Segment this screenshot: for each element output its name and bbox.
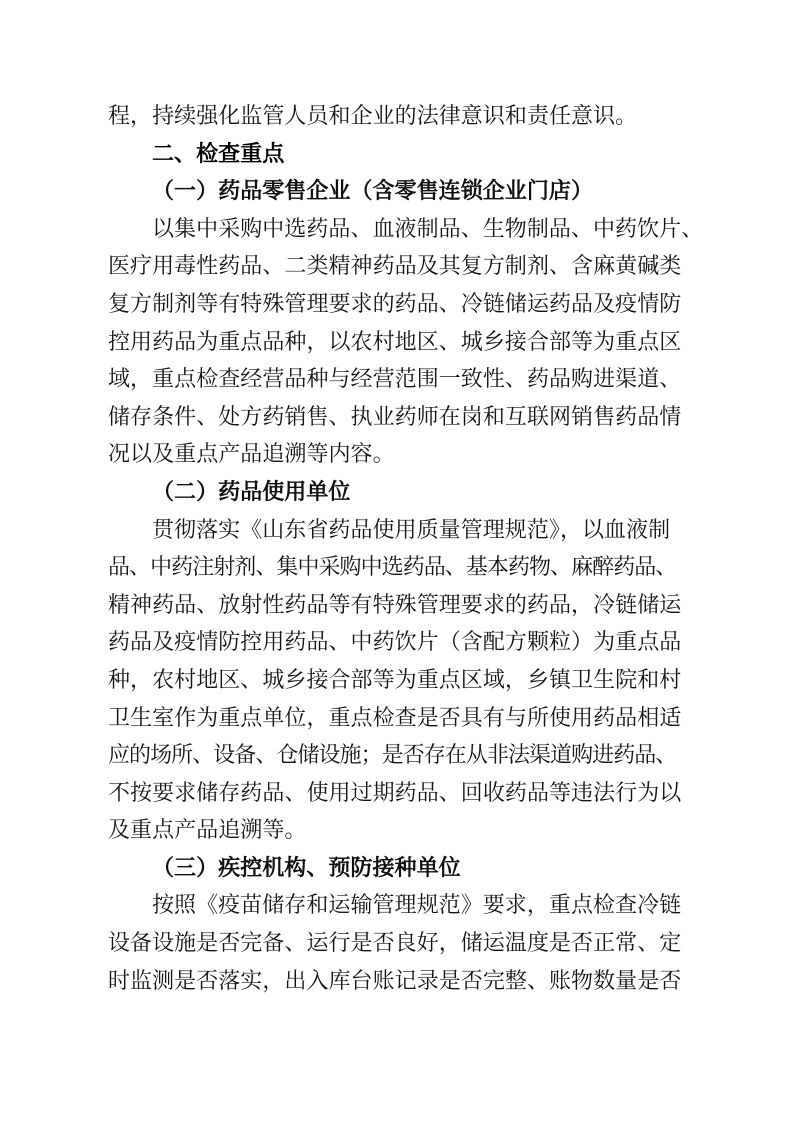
text-line: 种，农村地区、城乡接合部等为重点区域，乡镇卫生院和村 <box>108 666 682 692</box>
text-line: 设备设施是否完备、运行是否良好，储运温度是否正常、定 <box>108 930 682 956</box>
text-line: 储存条件、处方药销售、执业药师在岗和互联网销售药品情 <box>108 403 682 429</box>
text-line: 应的场所、设备、仓储设施；是否存在从非法渠道购进药品、 <box>108 742 677 768</box>
text-line: 卫生室作为重点单位，重点检查是否具有与所使用药品相适 <box>108 704 682 730</box>
text-line: 品、中药注射剂、集中采购中选药品、基本药物、麻醉药品、 <box>108 554 677 580</box>
subsection-heading: （一）药品零售企业（含零售连锁企业门店） <box>152 178 594 204</box>
text-line: 不按要求储存药品、使用过期药品、回收药品等违法行为以 <box>108 779 682 805</box>
text-line: 贯彻落实《山东省药品使用质量管理规范》，以血液制 <box>152 516 671 542</box>
text-line: 域，重点检查经营品种与经营范围一致性、药品购进渠道、 <box>108 366 682 392</box>
subsection-heading: （二）药品使用单位 <box>152 478 351 504</box>
document-text-block <box>108 97 704 999</box>
text-line: 以集中采购中选药品、血液制品、生物制品、中药饮片、 <box>152 215 704 241</box>
section-heading: 二、检查重点 <box>152 140 285 166</box>
text-line: 复方制剂等有特殊管理要求的药品、冷链储运药品及疫情防 <box>108 290 682 316</box>
text-line: 控用药品为重点品种，以农村地区、城乡接合部等为重点区 <box>108 328 682 354</box>
text-line: 时监测是否落实，出入库台账记录是否完整、账物数量是否 <box>108 967 682 993</box>
text-line: 按照《疫苗储存和运输管理规范》要求，重点检查冷链 <box>152 892 682 918</box>
text-line: 医疗用毒性药品、二类精神药品及其复方制剂、含麻黄碱类 <box>108 253 682 279</box>
text-line: 程，持续强化监管人员和企业的法律意识和责任意识。 <box>108 103 638 128</box>
text-line: 精神药品、放射性药品等有特殊管理要求的药品，冷链储运 <box>108 591 682 617</box>
text-line: 及重点产品追溯等。 <box>108 817 307 843</box>
text-line: 况以及重点产品追溯等内容。 <box>108 441 395 467</box>
text-line: 药品及疫情防控用药品、中药饮片（含配方颗粒）为重点品 <box>108 629 682 655</box>
subsection-heading: （三）疾控机构、预防接种单位 <box>152 854 461 880</box>
